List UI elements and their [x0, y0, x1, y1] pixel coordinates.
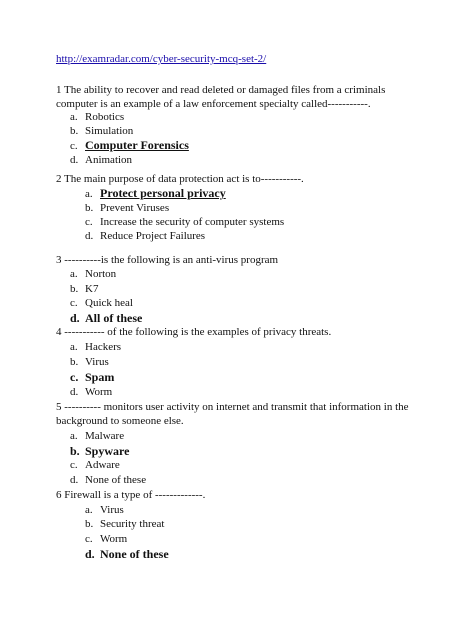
q1-option-c-answer: c. Computer Forensics: [70, 138, 189, 152]
q4-option-a: a. Hackers: [70, 341, 122, 353]
q2-option-c: c. Increase the security of computer systems: [85, 216, 285, 228]
q2-option-b: b. Prevent Viruses: [85, 202, 170, 214]
q5-option-b-answer: b. Spyware: [70, 444, 130, 458]
question-1-line-1: 1 The ability to recover and read deleted or damaged files from a criminals: [56, 84, 386, 96]
q6-option-d-answer: d. None of these: [85, 547, 169, 561]
question-6-line-1: 6 Firewall is a type of -------------.: [56, 489, 206, 501]
q2-option-d: d. Reduce Project Failures: [85, 230, 206, 242]
question-1-line-2: computer is an example of a law enforcement specialty called-----------.: [56, 98, 371, 110]
q6-option-b: b. Security threat: [85, 518, 165, 530]
q6-option-a: a. Virus: [85, 504, 124, 516]
q4-option-b: b. Virus: [70, 356, 109, 368]
q5-option-d: d. None of these: [70, 474, 147, 486]
question-3-line-1: 3 ----------is the following is an anti-virus program: [56, 254, 279, 266]
q3-option-d-answer: d. All of these: [70, 311, 143, 325]
q1-option-a: a. Robotics: [70, 111, 125, 123]
q4-option-d: d. Worm: [70, 386, 113, 398]
q1-option-b: b. Simulation: [70, 125, 134, 137]
q3-option-b: b. K7: [70, 283, 99, 295]
source-link[interactable]: http://examradar.com/cyber-security-mcq-set-2/: [56, 53, 267, 65]
question-4-line-1: 4 ----------- of the following is the examples of privacy threats.: [56, 326, 332, 338]
q6-option-c: c. Worm: [85, 533, 128, 545]
q5-option-a: a. Malware: [70, 430, 125, 442]
question-2-line-1: 2 The main purpose of data protection act is to-----------.: [56, 173, 304, 185]
q4-option-c-answer: c. Spam: [70, 370, 115, 384]
q1-option-d: d. Animation: [70, 154, 133, 166]
q5-option-c: c. Adware: [70, 459, 120, 471]
q3-option-a: a. Norton: [70, 268, 117, 280]
q3-option-c: c. Quick heal: [70, 297, 133, 309]
q2-option-a-answer: a. Protect personal privacy: [85, 186, 226, 200]
question-5-line-2: background to someone else.: [56, 415, 184, 427]
question-5-line-1: 5 ---------- monitors user activity on internet and transmit that information in the: [56, 401, 409, 413]
